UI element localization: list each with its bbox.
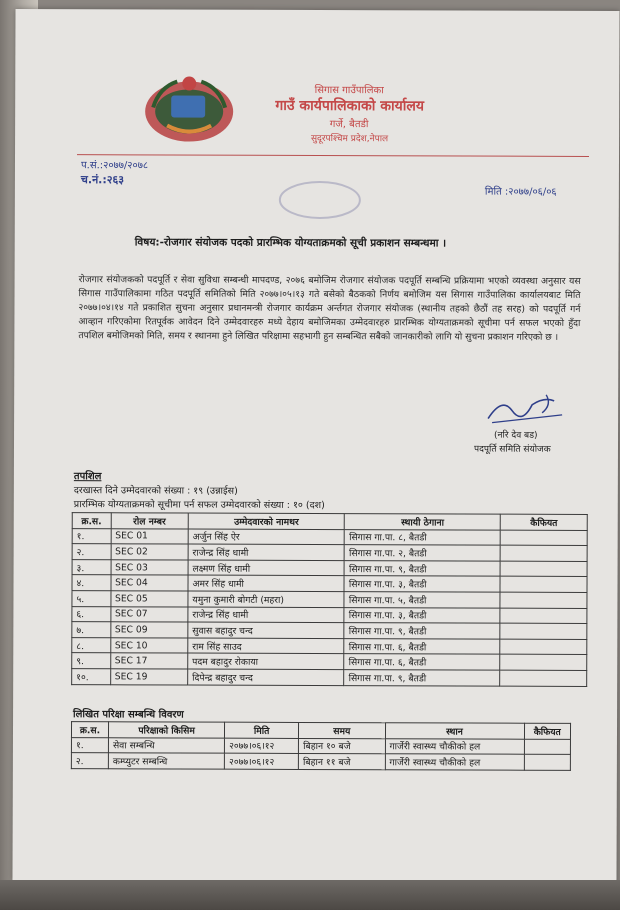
cell-remarks xyxy=(500,654,587,670)
exam-details-heading: लिखित परिक्षा सम्बन्धि विवरण xyxy=(73,709,184,721)
table-row xyxy=(72,669,587,686)
table-row xyxy=(72,622,587,639)
shortlist-table xyxy=(71,512,588,686)
col-candidate-name: उम्मेदवारको नामथर xyxy=(188,513,345,529)
col-remarks: कैफियत xyxy=(524,723,571,739)
cell-roll-number: SEC 17 xyxy=(110,653,187,669)
cell-serial: ६. xyxy=(72,606,111,622)
col-remarks: कैफियत xyxy=(500,514,587,530)
col-venue: स्थान xyxy=(385,723,524,739)
table-row xyxy=(72,591,587,608)
municipality-name: सिगास गाउँपालिका xyxy=(314,84,384,97)
cell-roll-number: SEC 05 xyxy=(111,591,188,607)
cell-remarks xyxy=(500,561,587,577)
cell-exam-type: सेवा सम्बन्धि xyxy=(108,737,224,753)
cell-address: सिगास गा.पा. ३, बैतडी xyxy=(344,576,500,592)
cell-remarks xyxy=(500,608,587,624)
province-name: सुदूरपश्चिम प्रदेश,नेपाल xyxy=(310,133,389,145)
cell-serial: ८. xyxy=(72,637,111,653)
cell-roll-number: SEC 01 xyxy=(111,528,188,544)
cell-address: सिगास गा.पा. ९, बैतडी xyxy=(344,670,500,686)
cell-candidate-name: पदम बहादुर रोकाया xyxy=(188,653,345,669)
signer-title: पदपूर्ति समिति संयोजक xyxy=(473,444,551,455)
cell-time: बिहान १० बजे xyxy=(299,738,385,754)
cell-candidate-name: राजेन्द्र सिंह धामी xyxy=(188,544,345,560)
col-time: समय xyxy=(299,722,385,738)
col-exam-type: परिक्षाको किसिम xyxy=(108,722,224,738)
table-row xyxy=(72,653,587,670)
cell-remarks xyxy=(500,592,587,608)
cell-roll-number: SEC 09 xyxy=(110,622,187,638)
cell-address: सिगास गा.पा. ५, बैतडी xyxy=(344,592,500,608)
cell-roll-number: SEC 07 xyxy=(110,606,187,622)
cell-venue: गार्जेरी स्वास्थ्य चौकीको हल xyxy=(385,754,524,770)
office-location: गर्जे, बैतडी xyxy=(329,119,369,131)
cell-venue: गार्जेरी स्वास्थ्य चौकीको हल xyxy=(385,738,524,754)
cell-exam-type: कम्प्युटर सम्बन्धि xyxy=(108,753,224,769)
table-row xyxy=(71,753,570,770)
cell-candidate-name: राजेन्द्र सिंह धामी xyxy=(188,607,345,623)
cell-serial: १. xyxy=(72,528,111,544)
cell-roll-number: SEC 03 xyxy=(111,560,188,576)
cell-address: सिगास गा.पा. ३, बैतडी xyxy=(344,607,500,623)
cell-address: सिगास गा.पा. ८, बैतडी xyxy=(345,529,501,545)
applicants-count: दरखास्त दिने उम्मेदवारको संख्या : १९ (उन्नाईस) xyxy=(73,485,238,497)
cell-serial: ९. xyxy=(72,653,111,669)
col-serial: क्र.स. xyxy=(71,722,108,738)
cell-serial: २. xyxy=(71,753,108,769)
table-header-row xyxy=(71,722,570,739)
cell-remarks xyxy=(500,623,587,639)
cell-candidate-name: अर्जुन सिंह ऐर xyxy=(188,529,345,545)
signature-icon xyxy=(482,391,572,427)
cell-roll-number: SEC 10 xyxy=(110,638,187,654)
col-roll-number: रोल नम्बर xyxy=(111,513,188,529)
reference-number: प.सं.:२०७७/२०७८ xyxy=(80,160,149,172)
notice-subject: विषय:-रोजगार संयोजक पदको प्रारम्भिक योग्यताक्रमको सूची प्रकाशन सम्बन्धमा । xyxy=(134,236,447,250)
cell-serial: ३. xyxy=(72,559,111,575)
nepal-government-emblem-icon xyxy=(137,67,241,147)
table-row xyxy=(72,528,587,545)
table-surface xyxy=(0,880,620,910)
details-heading: तपशिल xyxy=(73,471,102,483)
notice-body: रोजगार संयोजकको पदपूर्ति र सेवा सुविधा सम्बन्धी मापदण्ड, २०७६ बमोजिम रोजगार संयोजक पदपूर्ति सम्बन्धि प्रक्रियामा भएको व्यवस्था अनुसार यस सिगास गाउँपालिकामा गठित पदपूर्ति समितिको मिति २०७७।०५।१३ गते बसेको बैठकको निर्णय बमोजिम यस सिगास गाउँपालिका कार्यालयबाट मिति २०७७।०४।१४ गते प्रकाशित सुचना अनुसार प्रधानमन्त्री रोजगार कार्यक्रम अर्न्तगत रोजगार संयोजक (स्थानीय तहको छैठौं तह सरह) को पदपूर्ति गर्न आव्हान गरिएकोमा रितपूर्वक आवेदन दिने उम्मेदवारहरु मध्ये देहाय बमोजिमका उम्मेदवारहरु प्रारम्भिक योग्यताक्रमको सूचीमा पर्न सफल भएको हुँदा तपशिल बमोजिमको मिति, समय र स्थानमा हुने लिखित परिक्षामा सहभागी हुन सम्बन्धित सबैको जानकारीको लागि यो सुचना प्रकाशन गरिएको छ । xyxy=(78,274,581,343)
cell-address: सिगास गा.पा. ६, बैतडी xyxy=(344,638,500,654)
office-name: गाउँ कार्यपालिकाको कार्यालय xyxy=(275,97,425,115)
cell-candidate-name: यमुना कुमारी बोगटी (महरा) xyxy=(188,591,345,607)
cell-remarks xyxy=(500,545,587,561)
cell-date: २०७७।०६।१२ xyxy=(225,753,299,769)
cell-remarks xyxy=(500,577,587,593)
shortlisted-count: प्रारम्भिक योग्यताक्रमको सूचीमा पर्न सफल उम्मेदवारको संख्या : १० (दश) xyxy=(73,499,325,512)
table-row xyxy=(72,559,587,576)
cell-serial: ५. xyxy=(72,591,111,607)
cell-candidate-name: अमर सिंह धामी xyxy=(188,575,345,591)
signer-name: (नरि देव बड) xyxy=(494,430,538,441)
notice-date: मिति :२०७७/०६/०६ xyxy=(484,186,557,198)
cell-remarks xyxy=(500,530,587,546)
cell-roll-number: SEC 04 xyxy=(111,575,188,591)
col-permanent-address: स्थायी ठेगाना xyxy=(345,514,501,530)
table-header-row xyxy=(72,513,587,530)
cell-address: सिगास गा.पा. ६, बैतडी xyxy=(344,654,500,670)
exam-schedule-table xyxy=(71,721,571,771)
cell-address: सिगास गा.पा. ९, बैतडी xyxy=(344,560,500,576)
cell-candidate-name: राम सिंह साउद xyxy=(188,638,345,654)
cell-serial: ७. xyxy=(72,622,111,638)
col-serial: क्र.स. xyxy=(72,513,111,529)
cell-candidate-name: सुवास बहादुर चन्द xyxy=(188,622,345,638)
cell-date: २०७७।०६।१२ xyxy=(225,738,299,754)
cell-candidate-name: लक्ष्मण सिंह धामी xyxy=(188,560,345,576)
cell-remarks xyxy=(500,670,587,686)
dispatch-number: च.नं.:२६३ xyxy=(80,173,124,187)
col-date: मिति xyxy=(225,722,299,738)
cell-serial: १. xyxy=(71,737,108,753)
cell-serial: १०. xyxy=(72,669,111,685)
table-row xyxy=(72,637,587,654)
cell-time: बिहान ११ बजे xyxy=(298,754,384,770)
faint-stamp-icon xyxy=(265,175,375,225)
cell-serial: २. xyxy=(72,544,111,560)
cell-serial: ४. xyxy=(72,575,111,591)
cell-address: सिगास गा.पा. ९, बैतडी xyxy=(344,623,500,639)
cell-remarks xyxy=(524,739,571,755)
header-divider xyxy=(77,154,589,157)
cell-remarks xyxy=(500,639,587,655)
cell-remarks xyxy=(524,754,571,770)
cell-roll-number: SEC 19 xyxy=(110,669,187,685)
cell-roll-number: SEC 02 xyxy=(111,544,188,560)
notice-document xyxy=(12,9,619,883)
table-row xyxy=(72,575,587,592)
table-row xyxy=(72,544,587,561)
cell-candidate-name: दिपेन्द्र बहादुर चन्द xyxy=(188,669,345,685)
table-row xyxy=(72,606,587,623)
cell-address: सिगास गा.पा. २, बैतडी xyxy=(345,545,501,561)
table-row xyxy=(71,737,570,754)
